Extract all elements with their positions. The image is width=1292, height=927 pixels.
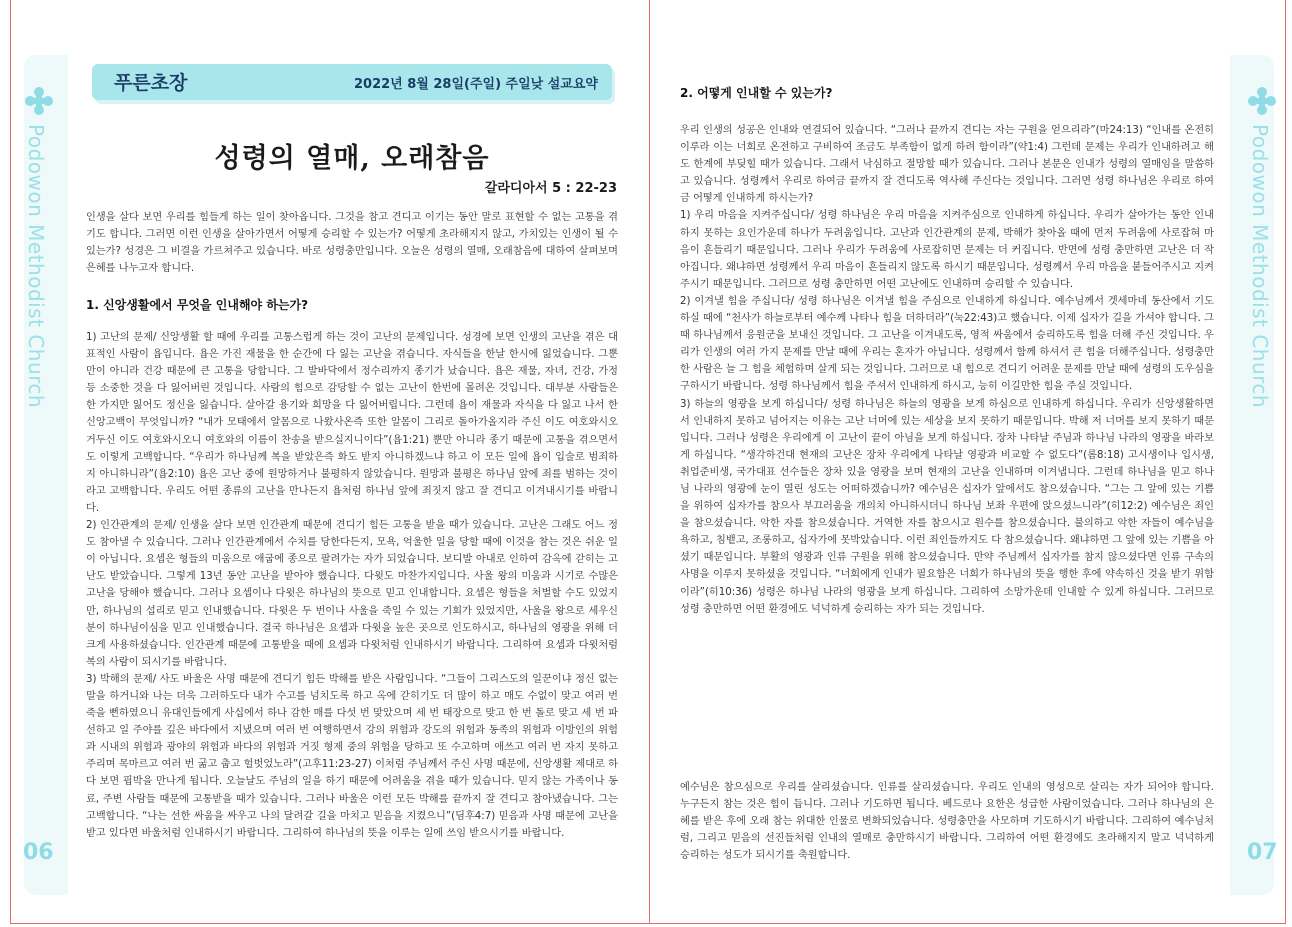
left-body-text: 1) 고난의 문제/ 신앙생활 할 때에 우리를 고통스럽게 하는 것이 고난의 문제입니다. 성경에 보면 인생의 고난을 겪은 대표적인 사람이 욥입니다. 욥은 가진 재물을 한 순간에 다 잃는 고난을 겪습니다. 자식들을 한날 한시에 잃었습니다. 그뿐만이 아니라 건강 때문에 큰 고통을 당합니다. 그 발바닥에서 정수리까지 종기가 났습니다. 욥은 재물, 자녀, 건강, 가정 등 소중한 것을 다 잃어버린 것입니다. 사람의 힘으로 감당할 수 없는 고난이 한번에 몰려온 것입니다. 대부분 사람들은 한 가지만 잃어도 정신을 잃습니다. 살아갈 용기와 희망을 다 잃어버립니다. 그런데 욥이 재물과 자식을 다 잃고 나서 한 신앙고백이 무엇입니까? “내가 모태에서 알몸으로 나왔사온즉 또한 알몸이 그리로 돌아가올지라 주신 이도 여호와시오 거두신 이도 여호와시오니 여호와의 이름이 찬송을 받으실지니이다”(욥1:21) 뿐만 아니라 종기 때문에 고통을 겪으면서도 이렇게 고백합니다. “우리가 하나님께 복을 받았은즉 화도 받지 아니하겠느냐 하고 이 모든 일에 욥이 입술로 범죄하지 아니하니라”(욥2:10) 욥은 고난 중에 원망하거나 불평하지 않았습니다. 원망과 불평은 하나님 앞에 죄를 범하는 것이라고 고백합니다. 우리도 어떤 종류의 고난을 만나든지 욥처럼 하나님 앞에 죄짓지 않고 잘 견디고 이겨내시기를 바랍니다. 2) 인간관계의 문제/ 인생을 살다 보면 인간관계 때문에 견디기 힘든 고통을 받을 때가 있습니다. 고난은 그래도 어느 정도 참아낼 수 있습니다. 그러나 인간관계에서 수치를 당한다든지, 모욕, 억울한 일을 당할 때에 이것을 참는 것은 쉬운 일이 아닙니다. 요셉은 형들의 미움으로 애굽에 종으로 팔려가는 자가 되었습니다. 보디발 아내로 인하여 감옥에 갇히는 고난도 받았습니다. 그렇게 13년 동안 고난을 받아야 했습니다. 다윗도 마찬가지입니다. 사울 왕의 미움과 시기로 수많은 고난을 당해야 했습니다. 그러나 요셉이나 다윗은 하나님의 뜻으로 믿고 인내합니다. 요셉은 형들을 처벌할 수도 있었지만, 하나님의 섭리로 믿고 인내했습니다. 다윗은 두 번이나 사울을 죽일 수 있는 기회가 있었지만, 사울을 왕으로 세우신 분이 하나님이심을 믿고 인내했습니다. 결국 하나님은 요셉과 다윗을 높은 곳으로 인도하시고, 하나님의 영광을 위해 더 크게 사용하셨습니다. 인간관계 때문에 고통받을 때에 요셉과 다윗처럼 인내하시기 바랍니다. 그리하여 요셉과 다윗처럼 복의 사람이 되시기를 바랍니다. 3) 박해의 문제/ 사도 바울은 사명 때문에 견디기 힘든 박해를 받은 사람입니다. “그들이 그리스도의 일꾼이냐 정신 없는 말을 하거니와 나는 더욱 그러하도다 내가 수고를 넘치도록 하고 옥에 갇히기도 더 많이 하고 매도 수없이 맞고 여러 번 죽을 뻔하였으니 유대인들에게 사십에서 하나 감한 매를 다섯 번 맞았으며 세 번 태장으로 맞고 한 번 돌로 맞고 세 번 파선하고 일 주야를 깊은 바다에서 지냈으며 여러 번 여행하면서 강의 위험과 강도의 위험과 동족의 위험과 이방인의 위험과 시내의 위험과 광야의 위험과 바다의 위험과 거짓 형제 중의 위험을 당하고 또 수고하며 애쓰고 여러 번 자지 못하고 주리며 목마르고 여러 번 굶고 춥고 헐벗었노라”(고후11:23-27) 이처럼 주님께서 주신 사명 때문에, 신앙생활 제대로 하다 보면 핍박을 만나게 됩니다. 오늘날도 주님의 일을 하기 때문에 어려움을 겪을 때가 있습니다. 믿지 않는 가족이나 동료, 주변 사람들 때문에 고통받을 때가 있습니다. 그러나 바울은 이런 모든 박해를 끝까지 잘 견디고 참아냈습니다. 그는 고백합니다. “나는 선한 싸움을 싸우고 나의 달려갈 길을 마치고 믿음을 지켰으니”(딤후4:7) 믿음과 사명 때문에 고난을 받고 있다면 바울처럼 인내하시기 바랍니다. 그리하여 하나님의 뜻을 이루는 일에 쓰임 받으시기를 바랍니다. (86, 332, 618, 839)
church-name-right: Podowon Methodist Church (1248, 124, 1272, 409)
section-heading-1: 1. 신앙생활에서 무엇을 인내해야 하는가? (86, 298, 309, 312)
sermon-title: 성령의 열매, 오래참음 (214, 143, 490, 174)
header-bar (92, 64, 612, 100)
intro-paragraph: 인생을 살다 보면 우리를 힘들게 하는 일이 찾아옵니다. 그것을 참고 견디고 이기는 동안 말로 표현할 수 없는 고통을 겪기도 합니다. 그러면 이런 인생을 살아가면서 어떻게 승리할 수 있는가? 어떻게 초라해지지 않고, 가치있는 인생이 될 수 있는가? 성경은 그 비결을 가르쳐주고 있습니다. 바로 성령충만입니다. 오늘은 성령의 열매, 오래참음에 대하여 살펴보며 은혜를 나누고자 합니다. (86, 212, 618, 275)
church-name-left: Podowon Methodist Church (24, 124, 48, 409)
section-title: 푸른초장 (114, 72, 188, 94)
conclusion-paragraph: 예수님은 참으심으로 우리를 살리셨습니다. 인류를 살리셨습니다. 우리도 인내의 영성으로 살리는 자가 되어야 합니다. 누구든지 참는 것은 힘이 듭니다. 그러나 기도하면 됩니다. 베드로나 요한은 성급한 사람이었습니다. 그러나 하나님의 은혜를 받은 후에 오래 참는 위대한 인물로 변화되었습니다. 성령충만을 사모하며 기도하시기 바랍니다. 그리하여 예수님처럼, 그리고 믿음의 선진들처럼 인내의 열매로 충만하시기 바랍니다. 그리하여 어떤 환경에도 초라해지지 말고 넉넉하게 승리하는 성도가 되시기를 축원합니다. (680, 782, 1214, 862)
sermon-date: 2022년 8월 28일(주일) 주일낮 설교요약 (353, 77, 598, 92)
page-fold (649, 0, 650, 924)
page-number-left: 06 (23, 840, 54, 865)
cross-icon (24, 86, 54, 116)
page-number-right: 07 (1247, 840, 1278, 865)
section-heading-2: 2. 어떻게 인내할 수 있는가? (680, 86, 833, 100)
right-body-text: 우리 인생의 성공은 인내와 연결되어 있습니다. “그러나 끝까지 견디는 자는 구원을 얻으리라”(마24:13) “인내를 온전히 이루라 이는 너희로 온전하고 구비하여 조금도 부족함이 없게 하려 함이라”(약1:4) 그런데 문제는 우리가 인내하려고 해도 한계에 부딪힐 때가 있습니다. 그래서 낙심하고 절망할 때가 있습니다. 그러나 본문은 인내가 성령의 열매임을 말씀하고 있습니다. 성령께서 우리로 하여금 끝까지 잘 견디도록 역사해 주신다는 것입니다. 그러면 성령 하나님은 우리로 하여금 어떻게 인내하게 하시는가? 1) 우리 마음을 지켜주십니다/ 성령 하나님은 우리 마음을 지켜주심으로 인내하게 하십니다. 우리가 살아가는 동안 인내하지 못하는 요인가운데 하나가 두려움입니다. 고난과 인간관계의 문제, 박해가 찾아올 때에 먼저 두려움에 사로잡혀 마음이 흔들리기 때문입니다. 그러나 우리가 두려움에 사로잡히면 문제는 더 커집니다. 반면에 성령 충만하면 고난은 더 작아집니다. 왜냐하면 성령께서 우리 마음이 흔들리지 않도록 하시기 때문입니다. 성령께서 우리 마음을 붙들어주시고 지켜주시기 때문입니다. 그러므로 성령 충만하면 어떤 고난에도 인내하며 승리할 수 있습니다. 2) 이겨낼 힘을 주십니다/ 성령 하나님은 이겨낼 힘을 주심으로 인내하게 하십니다. 예수님께서 겟세마네 동산에서 기도하실 때에 “천사가 하늘로부터 예수께 나타나 힘을 더하더라”(눅22:43)고 했습니다. 이제 십자가 길을 가셔야 합니다. 그때 하나님께서 응원군을 보내신 것입니다. 그 고난을 이겨내도록, 영적 싸움에서 승리하도록 힘을 더해 주신 것입니다. 우리가 인생의 여러 가지 문제를 만날 때에 우리는 혼자가 아닙니다. 성령께서 함께 하셔서 큰 힘을 더해주십니다. 성령충만한 사람은 늘 그 힘을 체험하며 살게 되는 것입니다. 그러므로 내 힘으로 견디기 어려운 문제를 만날 때에 성령의 도우심을 구하시기 바랍니다. 성령 하나님께서 힘을 주셔서 인내하게 하시고, 능히 이길만한 힘을 주실 것입니다. 3) 하늘의 영광을 보게 하십니다/ 성령 하나님은 하늘의 영광을 보게 하심으로 인내하게 하십니다. 우리가 신앙생활하면서 인내하지 못하고 넘어지는 이유는 고난 너머에 있는 세상을 보지 못하기 때문입니다. 박해 저 너머를 보지 못하기 때문입니다. 그러나 성령은 우리에게 이 고난이 끝이 아님을 보게 하십니다. 장차 나타날 주님과 하나님 나라의 영광을 바라보게 하십니다. “생각하건대 현재의 고난은 장차 우리에게 나타날 영광과 비교할 수 없도다”(롬8:18) 고시생이나 입시생, 취업준비생, 국가대표 선수들은 장차 있을 영광을 보며 현재의 고난을 인내하며 이겨냅니다. 그런데 하나님을 믿고 하나님 나라의 영광에 눈이 열린 성도는 어떠하겠습니까? 예수님은 십자가 앞에서도 참으셨습니다. “그는 그 앞에 있는 기쁨을 위하여 십자가를 참으사 부끄러움을 개의치 아니하시더니 하나님 보좌 우편에 앉으셨느니라”(히12:2) 예수님은 죄인을 참으셨습니다. 악한 자를 참으셨습니다. 거역한 자를 참으시고 원수를 참으셨습니다. 불의하고 악한 자들이 예수님을 욕하고, 침뱉고, 조롱하고, 십자가에 못박았습니다. 이런 죄인들까지도 다 참으셨습니다. 왜냐하면 그 앞에 있는 기쁨을 아셨기 때문입니다. 부활의 영광과 인류 구원을 위해 참으셨습니다. 만약 주님께서 십자가를 참지 않으셨다면 인류 구속의 사명을 이루지 못하셨을 것입니다. “너희에게 인내가 필요함은 너희가 하나님의 뜻을 행한 후에 약속하신 것을 받기 위함이라”(히10:36) 성령은 하나님 나라의 영광을 보게 하십니다. 그리하여 소망가운데 인내할 수 있게 하십니다. 그러므로 성령 충만하면 어떤 환경에도 넉넉하게 승리하는 자가 되는 것입니다. (680, 125, 1214, 615)
scripture-reference: 갈라디아서 5 : 22-23 (484, 181, 617, 196)
cross-icon (1247, 86, 1277, 116)
